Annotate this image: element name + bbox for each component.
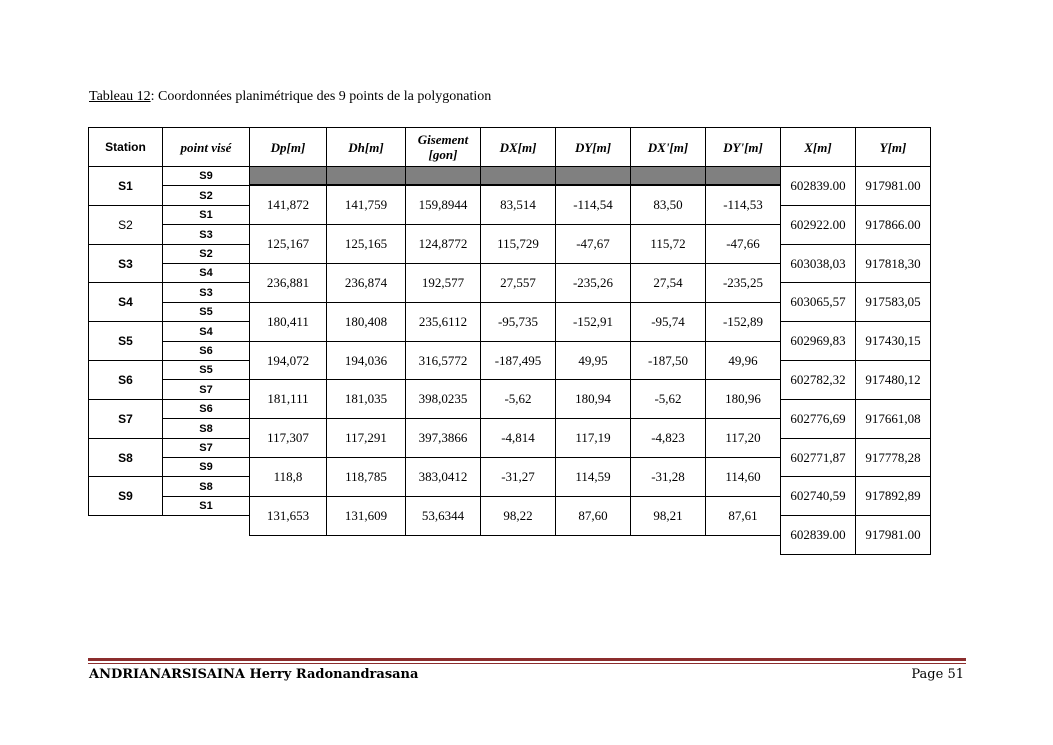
measure-dy-cell: -235,26 [555,263,631,303]
header-dxp: DX'[m] [630,127,706,167]
coord-y-cell: 917866.00 [855,205,931,245]
header-dx: DX[m] [480,127,556,167]
measure-dxp-cell: 27,54 [630,263,706,303]
point-vise-cell: S4 [162,263,250,283]
measure-dxp-cell: 115,72 [630,224,706,264]
station-cell: S3 [88,244,163,283]
measure-dxp-cell: -4,823 [630,418,706,458]
empty-shaded-cell [326,166,406,185]
measure-dxp-cell: -95,74 [630,302,706,342]
measure-dy-cell: 87,60 [555,496,631,536]
measure-dyp-cell: 49,96 [705,341,781,380]
coord-x-cell: 602740,59 [780,476,856,516]
measure-dx-cell: 83,514 [480,185,556,225]
measure-dx-cell: -5,62 [480,379,556,419]
caption-text: : Coordonnées planimétrique des 9 points de la polygonation [150,89,492,104]
measure-dx-cell: -95,735 [480,302,556,342]
station-cell: S4 [88,282,163,322]
measure-dh-cell: 131,609 [326,496,406,536]
page-number: Page 51 [911,667,964,682]
coord-x-cell: 602922.00 [780,205,856,245]
station-cell: S2 [88,205,163,245]
coord-y-cell: 917430,15 [855,321,931,361]
measure-gisement-cell: 397,3866 [405,418,481,458]
measure-dh-cell: 236,874 [326,263,406,303]
measure-dp-cell: 125,167 [249,224,327,264]
footer-author: ANDRIANARSISAINA Herry Radonandrasana [89,667,419,682]
measure-dh-cell: 117,291 [326,418,406,458]
station-cell: S7 [88,399,163,439]
empty-shaded-cell [630,166,706,185]
header-dy: DY[m] [555,127,631,167]
measure-dx-cell: -187,495 [480,341,556,380]
header-dp: Dp[m] [249,127,327,167]
point-vise-cell: S7 [162,438,250,458]
coord-x-cell: 602969,83 [780,321,856,361]
measure-dp-cell: 117,307 [249,418,327,458]
measure-dh-cell: 125,165 [326,224,406,264]
measure-gisement-cell: 124,8772 [405,224,481,264]
station-cell: S6 [88,360,163,400]
measure-dyp-cell: 180,96 [705,379,781,419]
point-vise-cell: S6 [162,341,250,361]
coord-y-cell: 917778,28 [855,438,931,477]
measure-gisement-cell: 398,0235 [405,379,481,419]
measure-gisement-cell: 159,8944 [405,185,481,225]
measure-dh-cell: 118,785 [326,457,406,497]
measure-dh-cell: 141,759 [326,185,406,225]
coord-y-cell: 917661,08 [855,399,931,439]
point-vise-cell: S1 [162,205,250,225]
point-vise-cell: S1 [162,496,250,516]
measure-dyp-cell: -235,25 [705,263,781,303]
point-vise-cell: S3 [162,282,250,303]
point-vise-cell: S2 [162,185,250,206]
footer-rule-thick [88,658,966,661]
measure-dp-cell: 131,653 [249,496,327,536]
point-vise-cell: S8 [162,418,250,439]
station-cell: S1 [88,166,163,206]
measure-dyp-cell: -114,53 [705,185,781,225]
point-vise-cell: S5 [162,302,250,322]
measure-dxp-cell: -31,28 [630,457,706,497]
measure-dh-cell: 180,408 [326,302,406,342]
coord-x-cell: 602776,69 [780,399,856,439]
station-cell: S8 [88,438,163,477]
header-dh: Dh[m] [326,127,406,167]
coord-x-cell: 602771,87 [780,438,856,477]
measure-dxp-cell: -187,50 [630,341,706,380]
measure-dp-cell: 141,872 [249,185,327,225]
measure-dx-cell: 115,729 [480,224,556,264]
measure-gisement-cell: 192,577 [405,263,481,303]
coord-y-cell: 917583,05 [855,282,931,322]
measure-dx-cell: -4,814 [480,418,556,458]
measure-dy-cell: 49,95 [555,341,631,380]
measure-dp-cell: 180,411 [249,302,327,342]
measure-gisement-cell: 53,6344 [405,496,481,536]
measure-dp-cell: 181,111 [249,379,327,419]
coord-y-cell: 917818,30 [855,244,931,283]
coord-y-cell: 917480,12 [855,360,931,400]
measure-gisement-cell: 383,0412 [405,457,481,497]
header-y: Y[m] [855,127,931,167]
measure-dx-cell: 98,22 [480,496,556,536]
measure-dp-cell: 236,881 [249,263,327,303]
coord-x-cell: 602839.00 [780,166,856,206]
footer-rule-thin [88,663,966,664]
coord-x-cell: 603065,57 [780,282,856,322]
coord-x-cell: 603038,03 [780,244,856,283]
point-vise-cell: S5 [162,360,250,380]
coord-y-cell: 917892,89 [855,476,931,516]
measure-dyp-cell: -47,66 [705,224,781,264]
coord-x-cell: 602782,32 [780,360,856,400]
measure-dxp-cell: 83,50 [630,185,706,225]
measure-dy-cell: 114,59 [555,457,631,497]
measure-dy-cell: 117,19 [555,418,631,458]
measure-dy-cell: -114,54 [555,185,631,225]
table-reference: Tableau 12 [89,89,151,104]
empty-shaded-cell [405,166,481,185]
measure-dyp-cell: 114,60 [705,457,781,497]
point-vise-cell: S8 [162,476,250,497]
measure-dh-cell: 194,036 [326,341,406,380]
empty-shaded-cell [480,166,556,185]
header-dyp: DY'[m] [705,127,781,167]
measure-dh-cell: 181,035 [326,379,406,419]
point-vise-cell: S9 [162,166,250,186]
point-vise-cell: S7 [162,379,250,400]
header-x: X[m] [780,127,856,167]
measure-dxp-cell: -5,62 [630,379,706,419]
table-caption [89,89,491,105]
measure-dx-cell: -31,27 [480,457,556,497]
measure-gisement-cell: 316,5772 [405,341,481,380]
measure-dyp-cell: -152,89 [705,302,781,342]
coord-x-cell: 602839.00 [780,515,856,555]
measure-dy-cell: -47,67 [555,224,631,264]
point-vise-cell: S9 [162,457,250,477]
station-cell: S5 [88,321,163,361]
coord-y-cell: 917981.00 [855,166,931,206]
coord-y-cell: 917981.00 [855,515,931,555]
measure-dxp-cell: 98,21 [630,496,706,536]
point-vise-cell: S2 [162,244,250,264]
empty-shaded-cell [555,166,631,185]
empty-shaded-cell [249,166,327,185]
point-vise-cell: S6 [162,399,250,419]
measure-dy-cell: 180,94 [555,379,631,419]
empty-shaded-cell [705,166,781,185]
measure-dyp-cell: 117,20 [705,418,781,458]
header-gisement: Gisement [gon] [405,127,481,167]
point-vise-cell: S3 [162,224,250,245]
measure-dp-cell: 194,072 [249,341,327,380]
measure-dp-cell: 118,8 [249,457,327,497]
measure-dy-cell: -152,91 [555,302,631,342]
station-cell: S9 [88,476,163,516]
header-point-vise: point visé [162,127,250,167]
measure-dyp-cell: 87,61 [705,496,781,536]
measure-dx-cell: 27,557 [480,263,556,303]
header-station: Station [88,127,163,167]
point-vise-cell: S4 [162,321,250,342]
measure-gisement-cell: 235,6112 [405,302,481,342]
